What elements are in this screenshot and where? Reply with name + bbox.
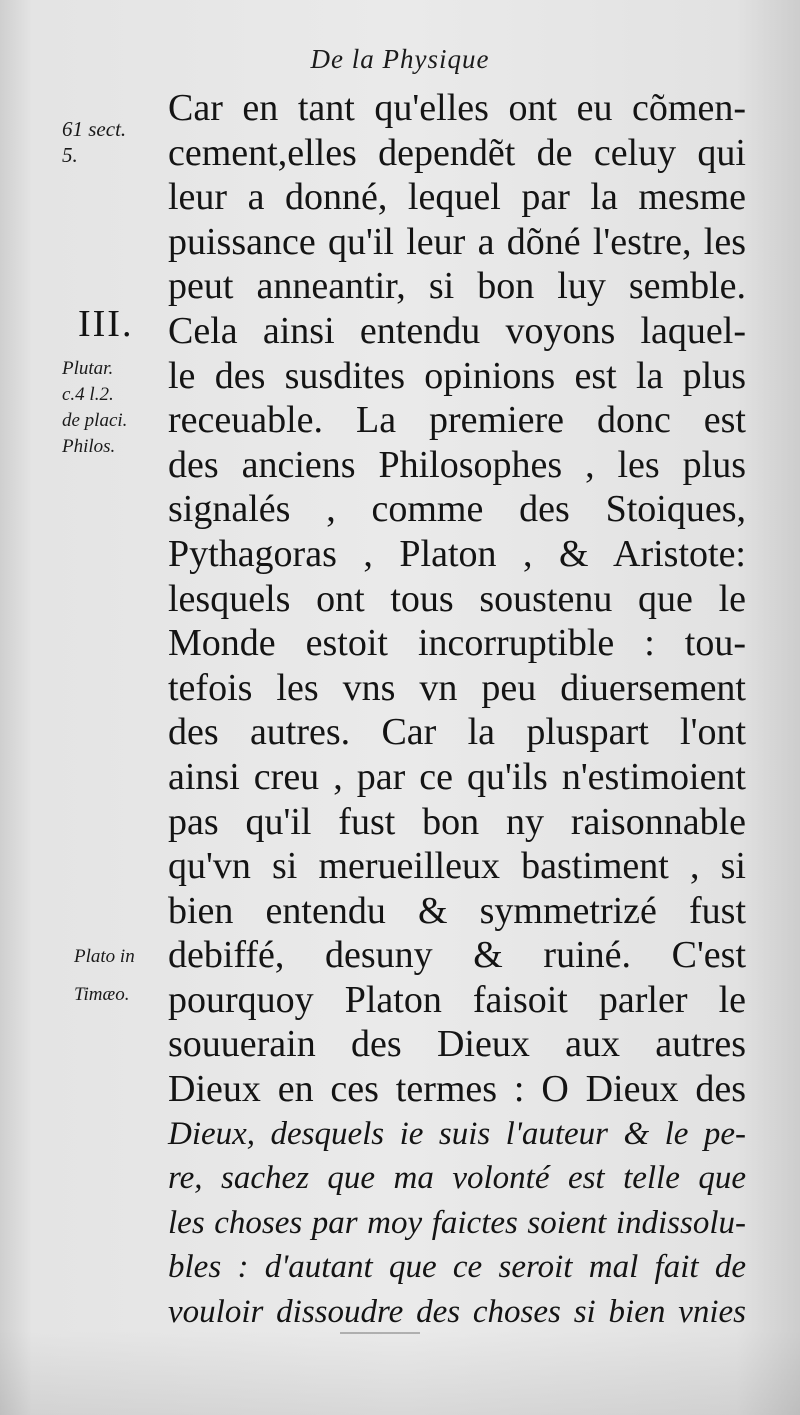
text-line-italic: Dieux, desquels ie suis l'auteur & le pe-: [168, 1115, 746, 1152]
margin-note-plutarch: [62, 356, 127, 460]
margin-note-line: Plutar.: [62, 358, 114, 379]
text-line: puissance qu'il leur a dõné l'estre, les: [168, 220, 746, 263]
text-line-italic: vouloir dissoudre des choses si bien vnies: [168, 1294, 746, 1331]
section-numeral: III.: [78, 303, 134, 345]
text-line: Dieux en ces termes : O Dieux des: [168, 1068, 746, 1111]
text-line-italic: bles : d'autant que ce seroit mal fait de: [168, 1249, 746, 1286]
text-line: cement,elles dependẽt de celuy qui: [168, 131, 746, 174]
page-bottom-shade: [0, 1330, 800, 1415]
text-line: pourquoy Platon faisoit parler le: [168, 978, 746, 1021]
text-line: souuerain des Dieux aux autres: [168, 1023, 746, 1066]
text-line: des anciens Philosophes , les plus: [168, 443, 746, 486]
margin-note-line: Timæo.: [74, 984, 130, 1005]
text-line: Cela ainsi entendu voyons laquel-: [168, 309, 746, 352]
text-line: receuable. La premiere donc est: [168, 399, 746, 442]
text-line: des autres. Car la pluspart l'ont: [168, 711, 746, 754]
text-line: Car en tant qu'elles ont eu cõmen-: [168, 87, 746, 129]
text-line: leur a donné, lequel par la mesme: [168, 176, 746, 219]
text-line: signalés , comme des Stoiques,: [168, 488, 746, 531]
margin-note-line: Philos.: [62, 436, 116, 457]
text-line: peut anneantir, si bon luy semble.: [168, 265, 746, 308]
margin-note-line: Plato in: [74, 946, 135, 967]
text-line: tefois les vns vn peu diuersement: [168, 666, 746, 709]
text-line: debiffé, desuny & ruiné. C'est: [168, 934, 746, 977]
text-line: ainsi creu , par ce qu'ils n'estimoient: [168, 755, 746, 798]
text-line: le des susdites opinions est la plus: [168, 354, 746, 397]
body-text: [168, 86, 746, 1335]
text-line: Pythagoras , Platon , & Aristote:: [168, 532, 746, 575]
text-line: Monde estoit incorruptible : tou-: [168, 622, 746, 665]
margin-note-plato: [74, 938, 135, 1014]
margin-note-line: de placi.: [62, 410, 128, 431]
text-line: pas qu'il fust bon ny raisonnable: [168, 800, 746, 843]
text-line: lesquels ont tous soustenu que le: [168, 577, 746, 620]
text-line: bien entendu & symmetrizé fust: [168, 889, 746, 932]
text-line-italic: re, sachez que ma volonté est telle que: [168, 1160, 746, 1197]
margin-note-sect: [62, 116, 126, 168]
text-line-italic: les choses par moy faictes soient indissolu-: [168, 1204, 746, 1241]
running-head: De la Physique: [310, 44, 490, 74]
margin-note-line: 5.: [62, 143, 78, 167]
text-line: qu'vn si merueilleux bastiment , si: [168, 845, 746, 888]
margin-note-line: c.4 l.2.: [62, 384, 114, 405]
margin-note-line: 61 sect.: [62, 117, 127, 141]
